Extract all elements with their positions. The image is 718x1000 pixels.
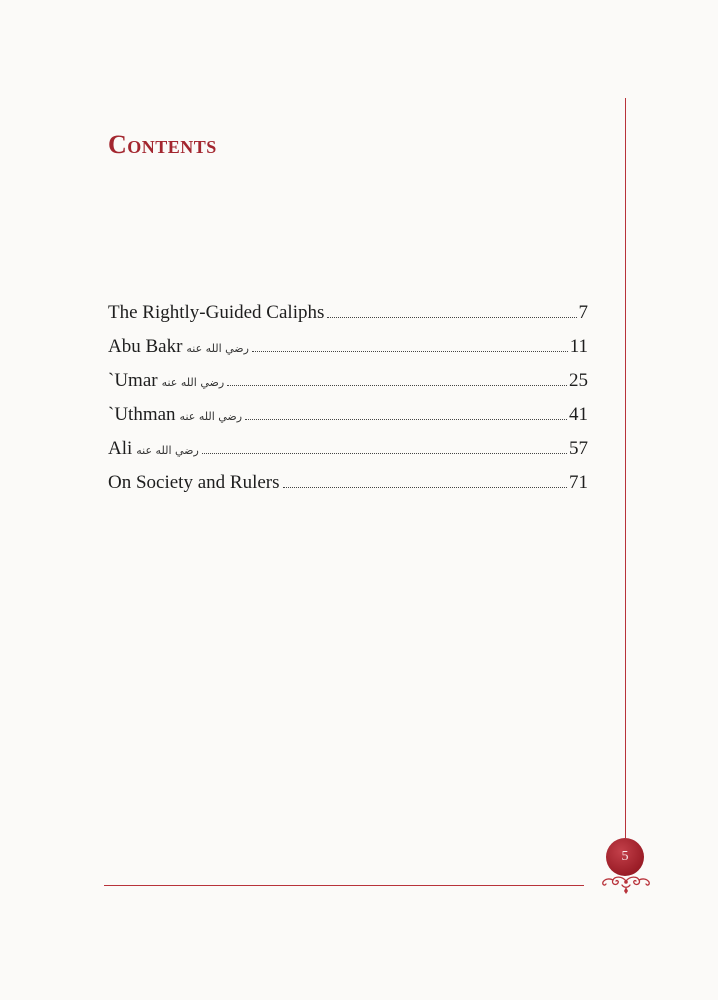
toc-entry-title: `Uthman	[108, 404, 176, 425]
dot-leader	[252, 351, 568, 352]
ornament-flourish-icon	[600, 872, 652, 896]
dot-leader	[202, 453, 567, 454]
toc-entry-page: 41	[569, 404, 588, 425]
dot-leader	[227, 385, 567, 386]
vertical-divider	[625, 98, 626, 838]
toc-entry-title: On Society and Rulers	[108, 472, 280, 493]
toc-entry-title: Abu Bakr	[108, 336, 183, 357]
honorific-glyph: رضي الله عنه	[186, 342, 249, 355]
honorific-glyph: رضي الله عنه	[179, 410, 243, 423]
toc-entry-title: `Umar	[108, 370, 158, 391]
toc-entry[interactable]	[108, 404, 588, 438]
honorific-glyph: رضي الله عنه	[136, 444, 199, 457]
toc-entry-page: 25	[569, 370, 588, 391]
dot-leader	[327, 317, 576, 318]
page-title: Contents	[108, 130, 217, 159]
toc-entry[interactable]	[108, 302, 588, 336]
toc-entry-title: The Rightly-Guided Caliphs	[108, 302, 325, 323]
toc-entry-page: 71	[569, 472, 588, 493]
toc-entry[interactable]	[108, 336, 588, 370]
toc-entry-page: 7	[578, 302, 588, 323]
page-number-badge	[606, 838, 644, 876]
honorific-glyph: رضي الله عنه	[161, 376, 225, 389]
toc-entry[interactable]	[108, 472, 588, 506]
table-of-contents	[108, 302, 588, 506]
toc-entry[interactable]	[108, 370, 588, 404]
toc-entry-title: Ali	[108, 438, 133, 459]
dot-leader	[245, 419, 567, 420]
dot-leader	[283, 487, 567, 488]
bottom-divider	[104, 885, 584, 886]
toc-entry[interactable]	[108, 438, 588, 472]
page-number: 5	[621, 849, 629, 864]
toc-entry-page: 57	[569, 438, 588, 459]
toc-entry-page: 11	[569, 336, 588, 357]
